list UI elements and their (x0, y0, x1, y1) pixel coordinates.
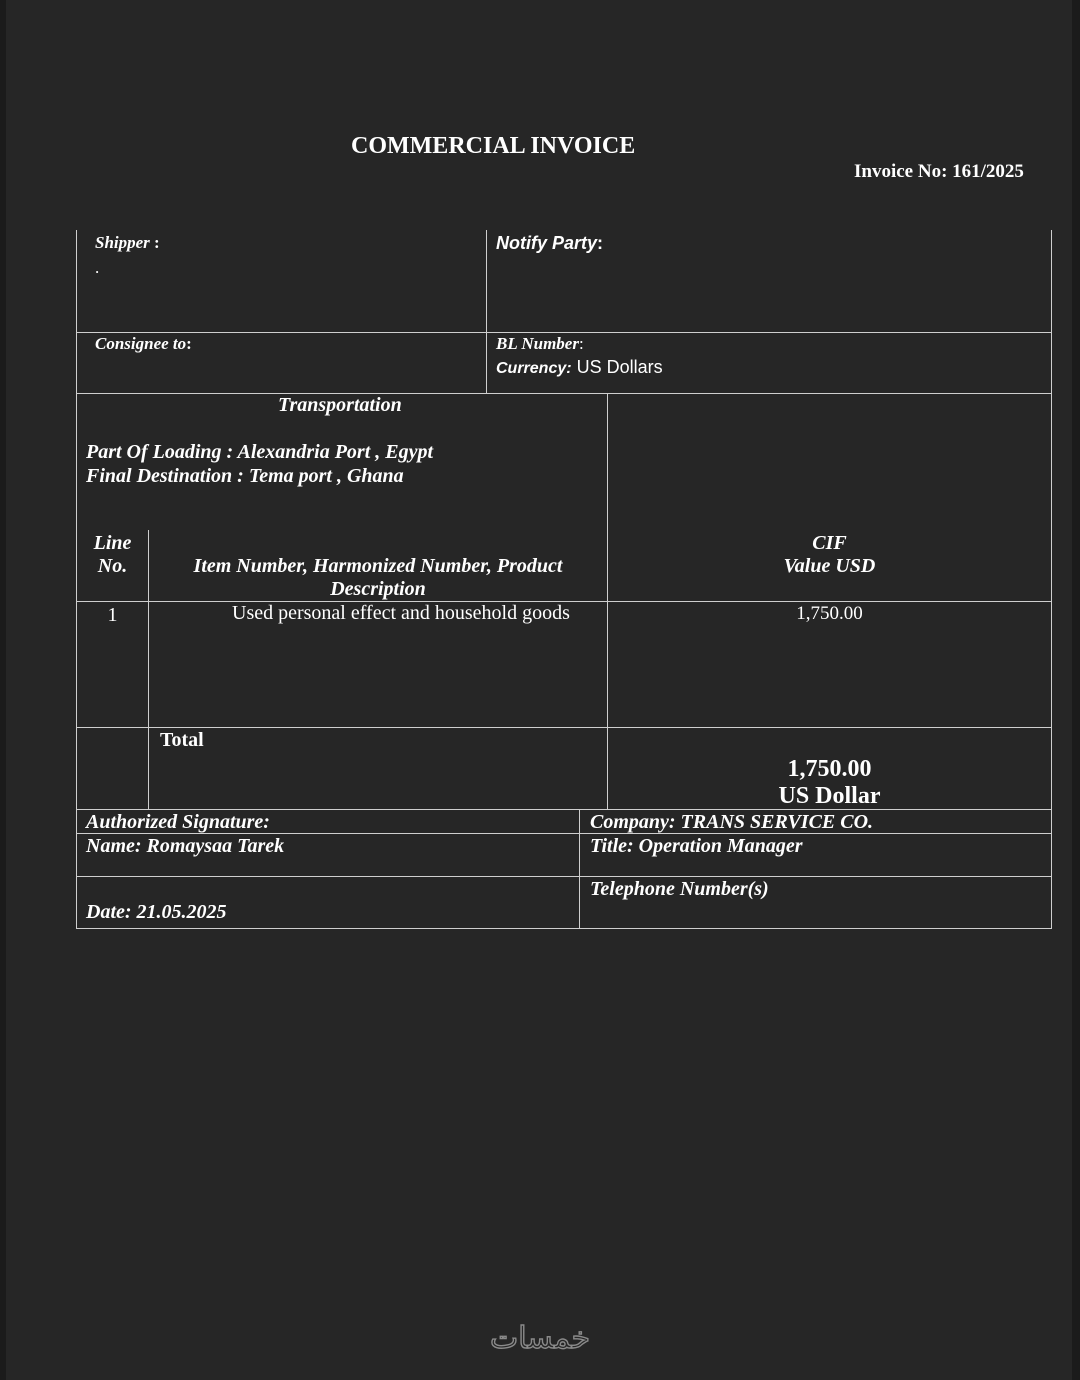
watermark-logo-icon (470, 1318, 610, 1358)
watermark-logo (470, 1318, 610, 1358)
grid-line (1051, 809, 1052, 929)
grid-line (579, 809, 580, 929)
total-label: Total (160, 729, 204, 751)
consignee-colon: : (186, 334, 192, 353)
grid-line (76, 393, 1052, 394)
total-currency: US Dollar (778, 783, 881, 809)
description-header (149, 555, 607, 601)
value-header-line1: CIF (812, 532, 847, 554)
notify-party-label: Notify Party (496, 233, 598, 253)
consignee-field (95, 334, 192, 354)
signatory-title: Title: Operation Manager (590, 835, 803, 857)
telephone-numbers: Telephone Number(s) (590, 878, 769, 900)
notify-party-field (496, 233, 603, 254)
table-row-value: 1,750.00 (796, 603, 863, 624)
shipper-field (95, 233, 160, 253)
shipper-value: . (95, 258, 100, 277)
signatory-name: Name: Romaysaa Tarek (86, 835, 285, 857)
grid-line (76, 332, 1052, 333)
total-value: 1,750.00 (787, 756, 872, 782)
description-header-line1: Item Number, Harmonized Number, Product (193, 555, 563, 577)
line-no-header-line1: Line (93, 532, 132, 554)
invoice-number: Invoice No: 161/2025 (854, 161, 1024, 182)
page-title: COMMERCIAL INVOICE (351, 133, 636, 159)
grid-line (1051, 393, 1052, 531)
total-amount (608, 756, 1051, 810)
port-of-loading: Part Of Loading : Alexandria Port , Egypt (86, 441, 434, 463)
grid-line (76, 809, 77, 929)
grid-line (76, 393, 77, 531)
grid-line (76, 928, 1052, 929)
value-header-line2: Value USD (783, 555, 876, 577)
transportation-heading: Transportation (278, 394, 402, 416)
grid-line (1051, 530, 1052, 809)
authorized-signature: Authorized Signature: (86, 811, 270, 833)
currency-field (496, 357, 663, 378)
grid-line (76, 876, 1052, 877)
grid-line (607, 393, 608, 531)
line-no-header (77, 532, 148, 578)
invoice-page (6, 0, 1072, 1380)
shipper-colon: : (154, 233, 160, 252)
bl-number-colon: : (578, 334, 584, 353)
description-header-line2: Description (330, 578, 426, 600)
grid-line (1051, 230, 1052, 393)
svg-text:خمسات: خمسات (489, 1321, 591, 1356)
currency-value: US Dollars (576, 357, 663, 377)
grid-line (76, 727, 1052, 728)
invoice-date: Date: 21.05.2025 (86, 901, 227, 923)
table-row-line-no: 1 (107, 604, 118, 626)
notify-party-colon: : (597, 233, 604, 253)
currency-label: Currency: (496, 360, 572, 377)
bl-number-label: BL Number (496, 334, 579, 353)
value-header (608, 532, 1051, 578)
grid-line (486, 230, 487, 393)
final-destination: Final Destination : Tema port , Ghana (86, 465, 404, 487)
grid-line (76, 230, 77, 393)
company-name: Company: TRANS SERVICE CO. (590, 811, 874, 833)
consignee-label: Consignee to (95, 334, 187, 353)
bl-number-field (496, 334, 584, 354)
shipper-label: Shipper (95, 233, 150, 252)
table-row-description: Used personal effect and household goods (232, 602, 570, 624)
line-no-header-line2: No. (97, 555, 128, 577)
